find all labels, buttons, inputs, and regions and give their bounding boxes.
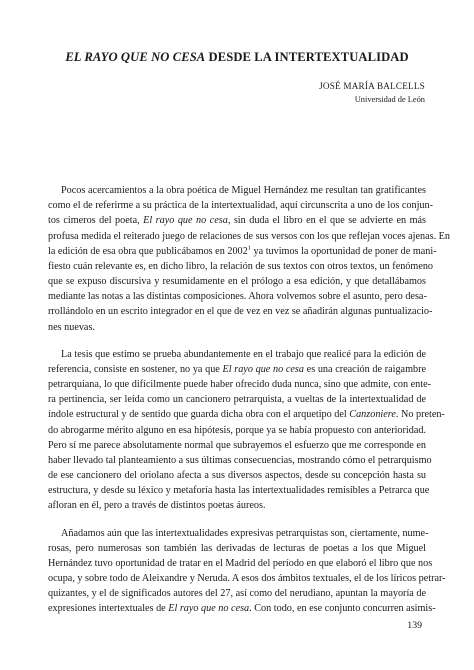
text-segment: haber llevado tal planteamiento a sus últimas consecuencias, mostrando cómo el petrarquismo	[48, 454, 432, 466]
paragraph-gap	[48, 514, 426, 526]
text-segment: Pocos acercamientos a la obra poética de Miguel Hernández me resultan tan gratificantes	[61, 185, 426, 196]
text-line	[48, 438, 426, 453]
text-segment: Pero sí me parece absolutamente normal que subrayemos el esfuerzo que me corresponde en	[48, 439, 426, 451]
text-segment: índole estructural y de sentido que guarda dicha obra con el arquetipo del	[48, 409, 350, 421]
text-line	[48, 571, 446, 586]
text-line	[48, 289, 426, 304]
italic-title-ref: El rayo que no cesa	[168, 603, 250, 615]
article-title	[0, 50, 474, 65]
text-segment: rosas, pero numerosas son también las derivadas de lecturas de poetas a los que Miguel	[48, 542, 426, 554]
text-segment: La tesis que estimo se prueba abundantemente en el trabajo que realicé para la edición de	[61, 348, 426, 360]
text-segment: estructura, y desde su léxico y metaforía hasta las intertextualidades remisibles a Petrarca que	[48, 485, 430, 497]
text-line	[48, 498, 426, 513]
text-line	[48, 586, 426, 601]
title-rest-part: DESDE LA INTERTEXTUALIDAD	[205, 50, 409, 64]
body-paragraph	[48, 526, 446, 617]
text-segment: expresiones intertextuales de	[48, 603, 169, 615]
text-segment: fiesto cuán relevante es, en dicho libro, la relación de sus textos con otros textos, un fenómeno	[48, 260, 434, 272]
body-paragraph	[48, 347, 445, 514]
text-line	[48, 362, 426, 377]
text-line	[48, 407, 445, 422]
text-segment: de ese cancionero del oriolano afecta a sus diversos aspectos, desde su concepción hasta su	[48, 470, 426, 482]
text-segment: tos cimeros del poeta,	[48, 215, 144, 227]
text-line	[48, 468, 426, 483]
text-segment: petrarquiana, lo que difícilmente puede haber ofrecido duda nunca, sino que admite, con ente-	[48, 379, 432, 391]
page-number: 139	[407, 620, 422, 631]
text-line	[48, 526, 429, 541]
text-line	[48, 229, 450, 244]
text-line	[48, 183, 426, 198]
text-segment: . No preten-	[395, 409, 445, 421]
text-segment: , sin duda el libro en el que se advierte en más	[227, 215, 426, 227]
paragraph-gap	[48, 335, 426, 347]
text-segment: do abrogarme mérito alguno en esa hipótesis, porque ya se había propuesto con anterioridad.	[48, 424, 426, 436]
text-segment: como el de referirme a su práctica de la intertextualidad, aquí circunscrita a uno de los conjun-	[48, 200, 433, 212]
text-line	[48, 483, 430, 498]
text-segment: Hernández tuvo oportunidad de tratar en el Madrid del período en que elaboró el libro que nos	[48, 557, 433, 569]
italic-title-ref: Canzoniere	[349, 409, 396, 421]
text-line	[48, 198, 433, 213]
author-affiliation: Universidad de León	[354, 95, 425, 104]
text-segment: ocupa, y sobre todo de Aleixandre y Neruda. A esos dos ámbitos textuales, el de los líricos petrar-	[48, 573, 446, 585]
text-segment: es una creación de raigambre	[303, 363, 426, 375]
body-paragraph	[48, 183, 450, 335]
text-segment: Añadamos aún que las intertextualidades expresivas petrarquistas son, ciertamente, nume-	[61, 527, 429, 539]
text-line	[48, 392, 426, 407]
text-line	[48, 320, 426, 335]
author-name: JOSÉ MARÍA BALCELLS	[319, 81, 425, 91]
text-line	[48, 601, 436, 616]
title-italic-part: EL RAYO QUE NO CESA	[65, 50, 206, 64]
text-segment: . Con todo, en ese conjunto concurren asimis-	[249, 603, 436, 615]
text-line	[48, 274, 426, 289]
text-segment: la edición de esa obra que publicábamos en 2002	[48, 245, 248, 257]
text-line	[48, 244, 437, 259]
text-segment: rrollándolo en un escrito integrador en el que de vez en vez se añadirán algunas puntualizacio-	[48, 306, 433, 318]
text-line	[48, 541, 426, 556]
text-segment: ra pertinencia, ser leída como un cancionero petrarquista, a vueltas de la intertextualidad de	[48, 394, 426, 406]
text-segment: referencia, consiste en sostener, no ya que	[48, 363, 223, 375]
text-line	[48, 347, 426, 362]
text-segment: nes nuevas.	[48, 321, 95, 333]
text-segment: profusa medida el reiterado juego de relaciones de sus versos con los que reflejan voces ajenas. En	[48, 230, 450, 242]
text-line	[48, 304, 433, 319]
text-segment: afloran en él, pero a través de distintos poetas áureos.	[48, 500, 266, 512]
article-body	[48, 183, 450, 617]
italic-title-ref: El rayo que no cesa	[222, 363, 304, 375]
text-segment: mediante las notas a las distintas composiciones. Ahora volvemos sobre el asunto, pero desa-	[48, 291, 427, 303]
text-line	[48, 377, 432, 392]
text-line	[48, 423, 426, 438]
text-segment: ya tuvimos la oportunidad de poner de mani-	[250, 245, 437, 257]
text-line	[48, 259, 434, 274]
text-line	[48, 453, 432, 468]
text-segment: que se expuso discursiva y resumidamente en el prólogo a esa edición, y que detallábamos	[48, 276, 426, 288]
text-line	[48, 213, 426, 228]
italic-title-ref: El rayo que no cesa	[143, 215, 228, 227]
text-line	[48, 556, 433, 571]
footnote-marker: 1	[247, 244, 251, 252]
text-segment: quizantes, y el de significados autores del 27, así como del nerudiano, apuntan la mayoría de	[48, 588, 426, 600]
